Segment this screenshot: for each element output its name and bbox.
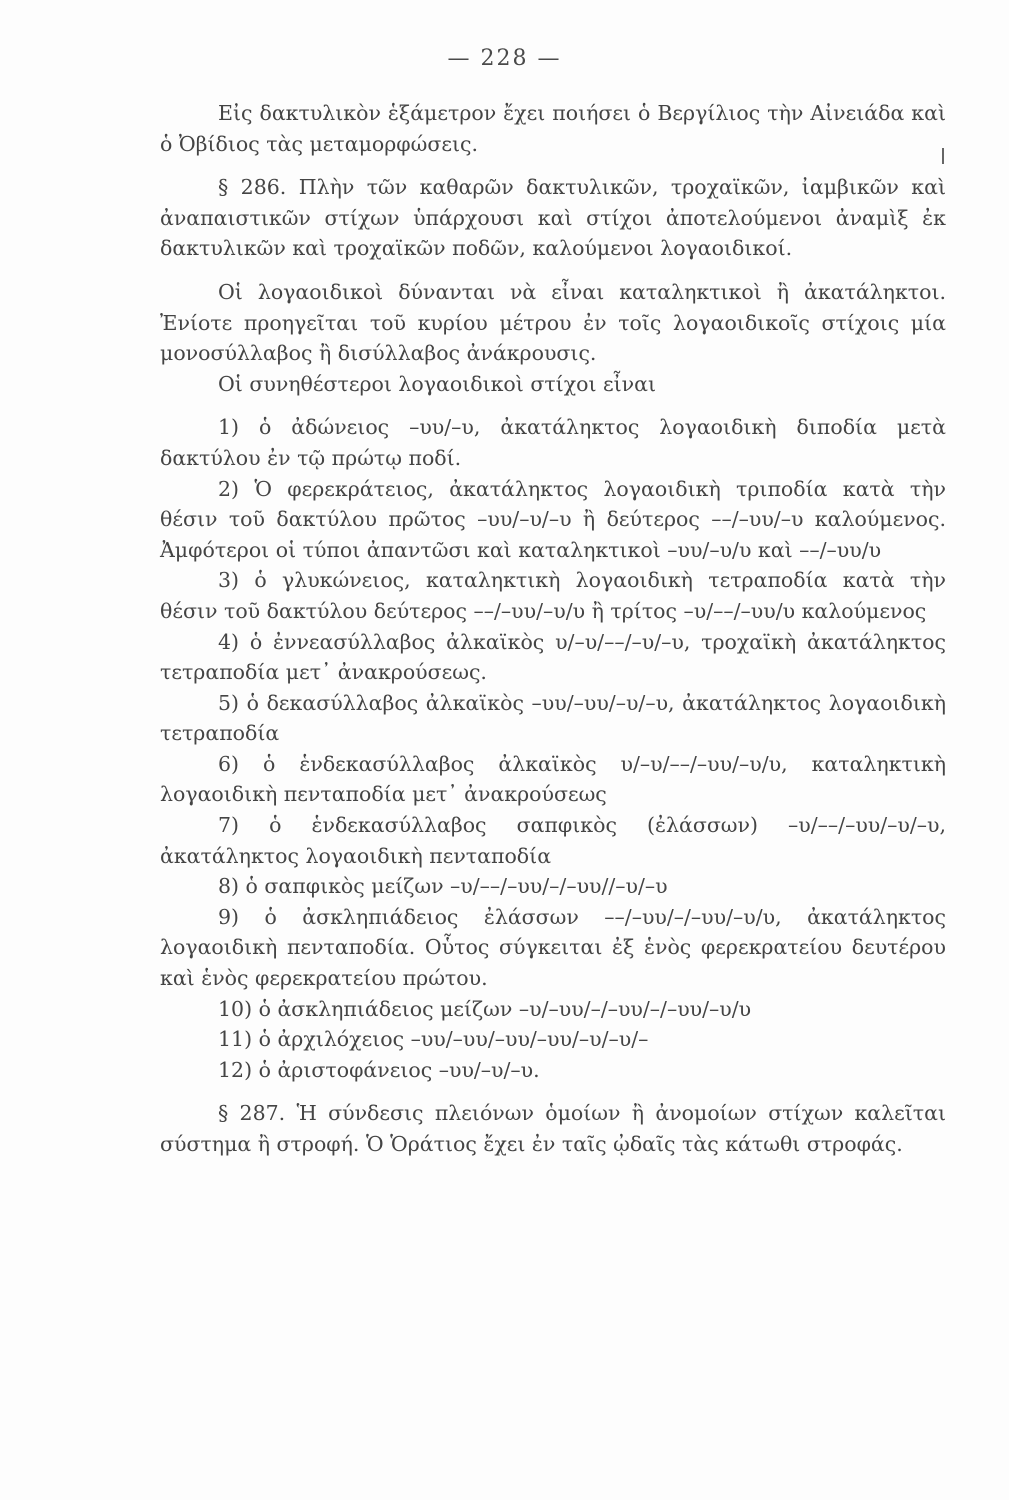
paragraph-section-286: § 286. Πλὴν τῶν καθαρῶν δακτυλικῶν, τροχαϊκῶν, ἰαμβικῶν καὶ ἀναπαιστικῶν στίχων ὑπάρχουσι καὶ στίχοι ἀποτελούμενοι ἀναμὶξ ἐκ δακτυλικῶν καὶ τροχαϊκῶν ποδῶν, καλούμενοι λογαοιδικοί. [160, 175, 946, 261]
list-item-10: 10) ὁ ἀσκληπιάδειος μείζων –υ/–υυ/–/–υυ/–/–υυ/–υ/υ [218, 996, 752, 1021]
list-item-6: 6) ὁ ἑνδεκασύλλαβος ἀλκαϊκὸς υ/–υ/––/–υυ/–υ/υ, καταληκτικὴ λογαοιδικὴ πενταποδία μετ᾽ ἀνακρούσεως [160, 751, 946, 807]
list-item-7: 7) ὁ ἑνδεκασύλλαβος σαπφικὸς (ἐλάσσων) –υ/––/–υυ/–υ/–υ, ἀκατάληκτος λογαοιδικὴ πενταποδία [160, 813, 946, 868]
paragraph-logaoidic: Οἱ λογαοιδικοὶ δύνανται νὰ εἶναι καταληκτικοὶ ἢ ἀκατάληκτοι. Ἐνίοτε προηγεῖται τοῦ κυρίου μέτρου ἐν τοῖς λογαοιδικοῖς στίχοις μία μονοσύλλαβος ἢ δισύλλαβος ἀνάκρουσις. [160, 279, 946, 366]
list-item-2: 2) Ὁ φερεκράτειος, ἀκατάληκτος λογαοιδικὴ τριποδία κατὰ τὴν θέσιν τοῦ δακτύλου πρῶτος –υυ/–υ/–υ ἢ δεύτερος ––/–υυ/–υ καλούμενος. Ἀμφότεροι οἱ τύποι ἀπαντῶσι καὶ καταληκτικοὶ –υυ/–υ/υ καὶ ––/–υυ/υ [160, 476, 946, 562]
list-item-8: 8) ὁ σαπφικὸς μείζων –υ/––/–υυ/–/–υυ//–υ/–υ [218, 874, 668, 899]
list-item-1: 1) ὁ ἀδώνειος –υυ/–υ, ἀκατάληκτος λογαοιδικὴ διποδία μετὰ δακτύλου ἐν τῷ πρώτῳ ποδί. [160, 415, 946, 470]
paragraph-common-verses: Οἱ συνηθέστεροι λογαοιδικοὶ στίχοι εἶναι [218, 371, 657, 396]
page-number: — 228 — [447, 46, 562, 71]
list-item-9: 9) ὁ ἀσκληπιάδειος ἐλάσσων ––/–υυ/–/–υυ/–υ/υ, ἀκατάληκτος λογαοιδικὴ πενταποδία. Οὗτος σύγκειται ἐξ ἑνὸς φερεκρατείου δευτέρου καὶ ἑνὸς φερεκρατείου πρώτου. [160, 904, 946, 991]
paragraph-section-287: § 287. Ἡ σύνδεσις πλειόνων ὁμοίων ἢ ἀνομοίων στίχων καλεῖται σύστημα ἢ στροφή. Ὁ Ὁράτιος ἔχει ἐν ταῖς ᾠδαῖς τὰς κάτωθι στροφάς. [160, 1101, 946, 1156]
list-item-12: 12) ὁ ἀριστοφάνειος –υυ/–υ/–υ. [218, 1057, 540, 1082]
list-item-5: 5) ὁ δεκασύλλαβος ἀλκαϊκὸς –υυ/–υυ/–υ/–υ, ἀκατάληκτος λογαοιδικὴ τετραποδία [160, 690, 946, 746]
paragraph-intro: Εἰς δακτυλικὸν ἑξάμετρον ἔχει ποιήσει ὁ Βεργίλιος τὴν Αἰνειάδα καὶ ὁ Ὀβίδιος τὰς μεταμορφώσεις. [160, 101, 946, 156]
list-item-3: 3) ὁ γλυκώνειος, καταληκτικὴ λογαοιδικὴ τετραποδία κατὰ τὴν θέσιν τοῦ δακτύλου δεύτερος ––/–υυ/–υ/υ ἢ τρίτος –υ/––/–υυ/υ καλούμενος [160, 568, 946, 623]
list-item-11: 11) ὁ ἀρχιλόχειος –υυ/–υυ/–υυ/–υυ/–υ/–υ/– [218, 1027, 649, 1052]
list-item-4: 4) ὁ ἐννεασύλλαβος ἀλκαϊκὸς υ/–υ/––/–υ/–υ, τροχαϊκὴ ἀκατάληκτος τετραποδία μετ᾽ ἀνακρούσεως. [160, 629, 946, 685]
page-body [160, 98, 946, 1160]
